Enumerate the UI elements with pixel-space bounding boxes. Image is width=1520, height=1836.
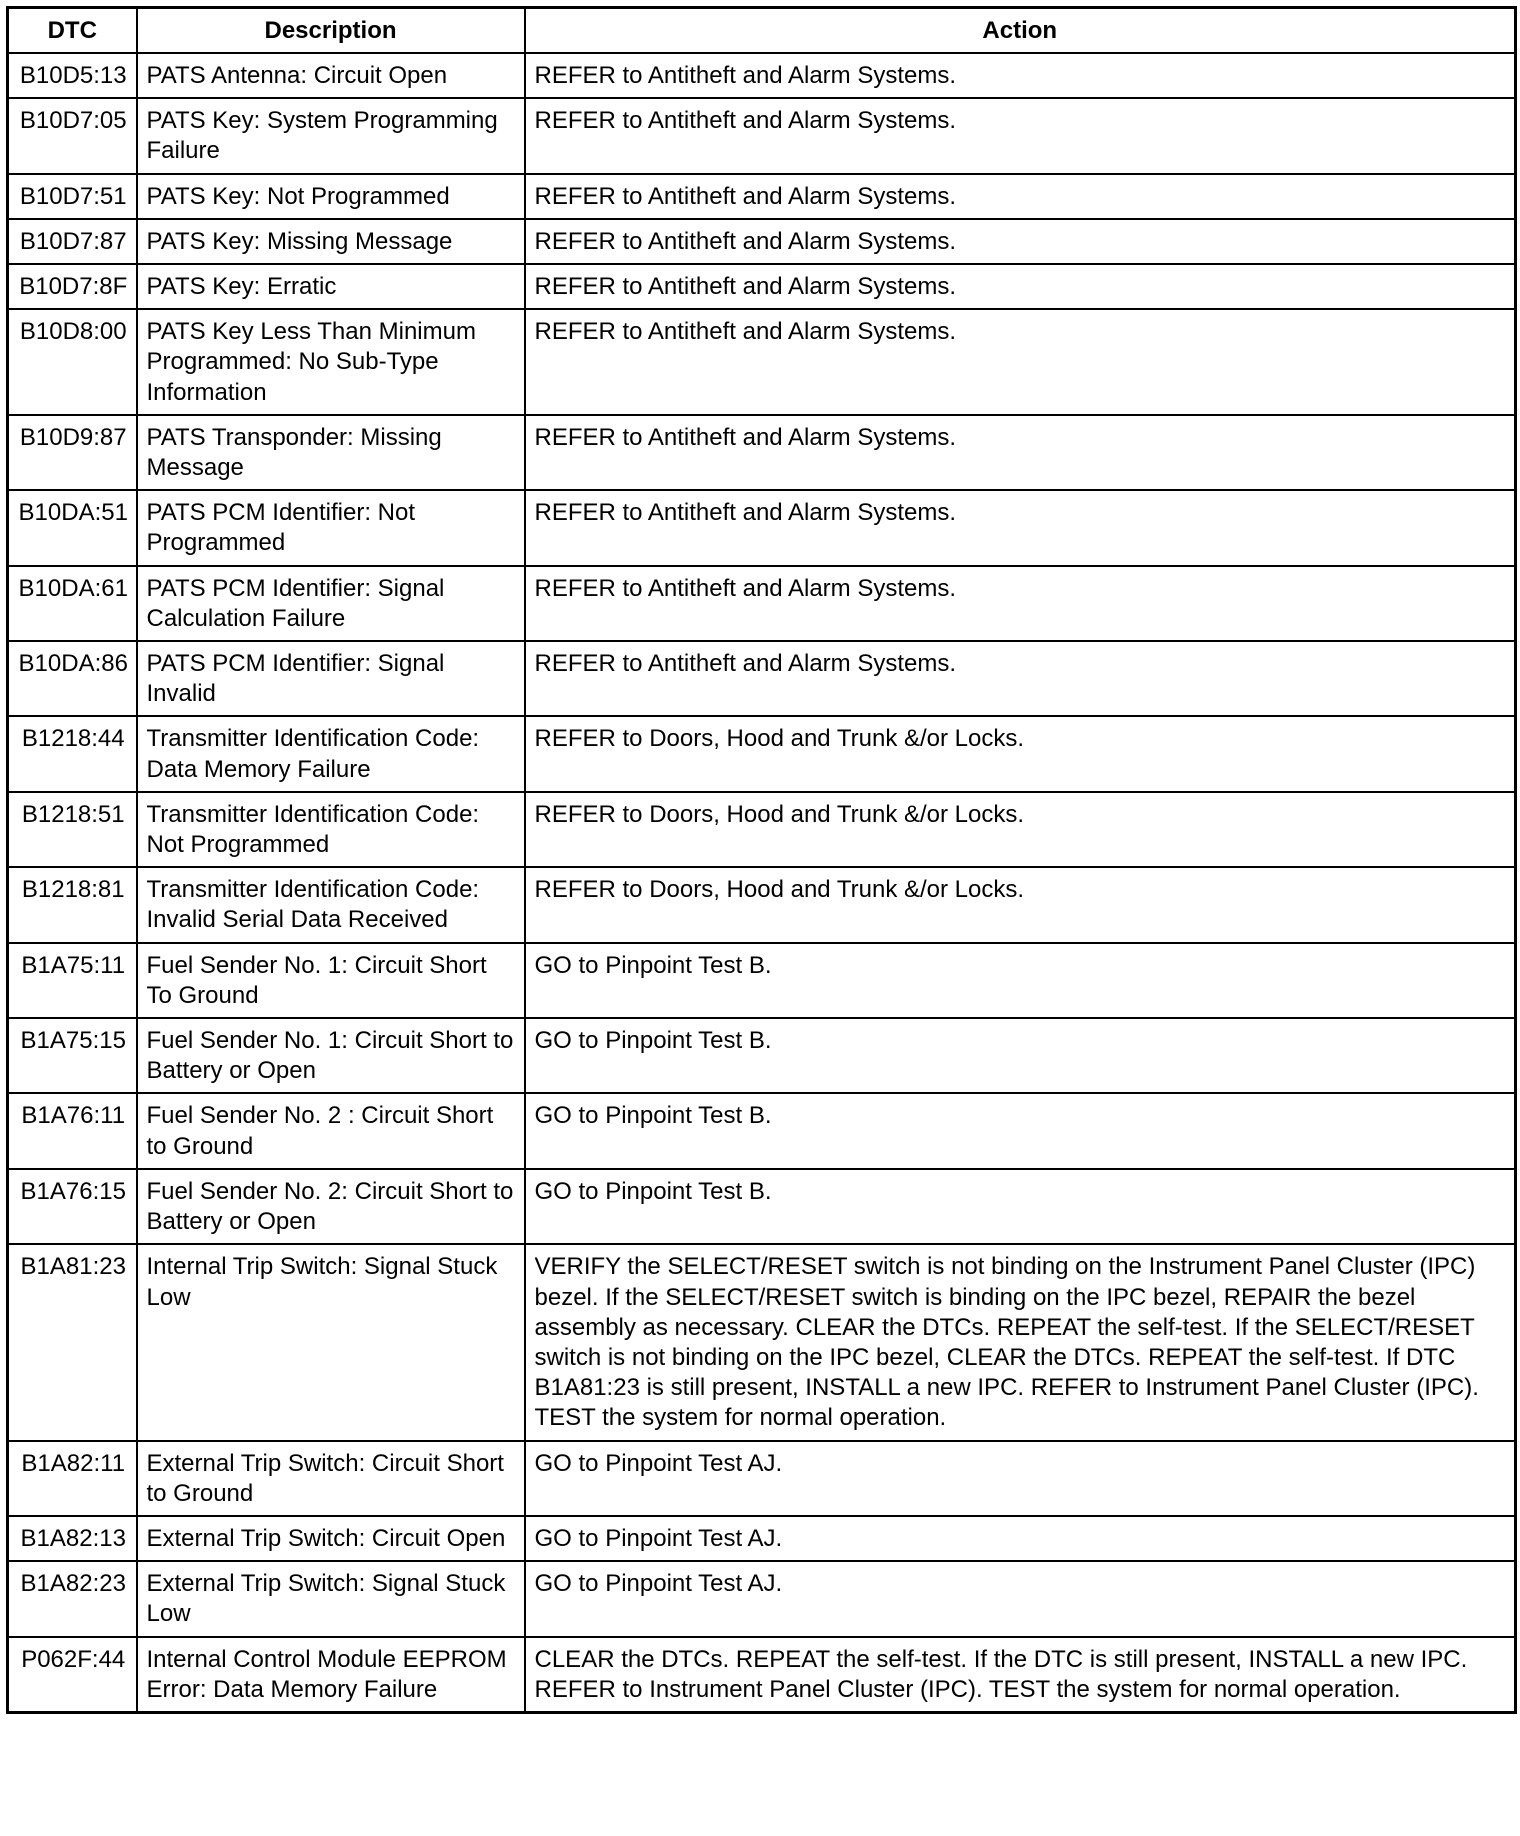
dtc-table — [6, 6, 1517, 1714]
action-cell: GO to Pinpoint Test AJ. — [525, 1561, 1516, 1636]
action-cell: GO to Pinpoint Test B. — [525, 1093, 1516, 1168]
action-cell: VERIFY the SELECT/RESET switch is not binding on the Instrument Panel Cluster (IPC) bezel. If the SELECT/RESET switch is binding on the IPC bezel, REPAIR the bezel assembly as necessary. CLEAR the DTCs. REPEAT the self-test. If the SELECT/RESET switch is not binding on the IPC bezel, CLEAR the DTCs. REPEAT the self-test. If DTC B1A81:23 is still present, INSTALL a new IPC. REFER to Instrument Panel Cluster (IPC). TEST the system for normal operation. — [525, 1244, 1516, 1440]
dtc-code-cell: B1A75:11 — [8, 943, 137, 1018]
description-cell: PATS PCM Identifier: Not Programmed — [137, 490, 525, 565]
dtc-code-cell: P062F:44 — [8, 1637, 137, 1713]
description-cell: Fuel Sender No. 2: Circuit Short to Battery or Open — [137, 1169, 525, 1244]
table-row — [8, 792, 1516, 867]
description-cell: External Trip Switch: Circuit Open — [137, 1516, 525, 1561]
table-row — [8, 415, 1516, 490]
description-cell: PATS Key: Erratic — [137, 264, 525, 309]
header-dtc: DTC — [8, 8, 137, 54]
description-cell: PATS Key: Missing Message — [137, 219, 525, 264]
action-cell: REFER to Doors, Hood and Trunk &/or Locks. — [525, 867, 1516, 942]
table-row — [8, 1169, 1516, 1244]
table-row — [8, 98, 1516, 173]
action-cell: REFER to Doors, Hood and Trunk &/or Locks. — [525, 792, 1516, 867]
table-row — [8, 1093, 1516, 1168]
action-cell: REFER to Antitheft and Alarm Systems. — [525, 566, 1516, 641]
action-cell: REFER to Antitheft and Alarm Systems. — [525, 309, 1516, 415]
description-cell: Fuel Sender No. 1: Circuit Short To Ground — [137, 943, 525, 1018]
table-row — [8, 1244, 1516, 1440]
action-cell: REFER to Antitheft and Alarm Systems. — [525, 490, 1516, 565]
action-cell: REFER to Doors, Hood and Trunk &/or Locks. — [525, 716, 1516, 791]
dtc-code-cell: B1A82:23 — [8, 1561, 137, 1636]
dtc-code-cell: B10D7:8F — [8, 264, 137, 309]
dtc-code-cell: B10D7:05 — [8, 98, 137, 173]
description-cell: External Trip Switch: Signal Stuck Low — [137, 1561, 525, 1636]
dtc-code-cell: B1A76:15 — [8, 1169, 137, 1244]
action-cell: REFER to Antitheft and Alarm Systems. — [525, 53, 1516, 98]
table-row — [8, 309, 1516, 415]
table-row — [8, 1561, 1516, 1636]
dtc-code-cell: B1A81:23 — [8, 1244, 137, 1440]
table-row — [8, 641, 1516, 716]
dtc-code-cell: B10D8:00 — [8, 309, 137, 415]
description-cell: Transmitter Identification Code: Invalid Serial Data Received — [137, 867, 525, 942]
action-cell: GO to Pinpoint Test B. — [525, 1018, 1516, 1093]
dtc-code-cell: B10D7:87 — [8, 219, 137, 264]
description-cell: PATS Transponder: Missing Message — [137, 415, 525, 490]
table-row — [8, 867, 1516, 942]
description-cell: PATS Antenna: Circuit Open — [137, 53, 525, 98]
table-row — [8, 53, 1516, 98]
action-cell: REFER to Antitheft and Alarm Systems. — [525, 641, 1516, 716]
dtc-code-cell: B10D9:87 — [8, 415, 137, 490]
table-row — [8, 1441, 1516, 1516]
dtc-code-cell: B10D7:51 — [8, 174, 137, 219]
action-cell: REFER to Antitheft and Alarm Systems. — [525, 264, 1516, 309]
table-row — [8, 490, 1516, 565]
description-cell: Internal Trip Switch: Signal Stuck Low — [137, 1244, 525, 1440]
description-cell: PATS Key: System Programming Failure — [137, 98, 525, 173]
table-row — [8, 1637, 1516, 1713]
description-cell: External Trip Switch: Circuit Short to Ground — [137, 1441, 525, 1516]
dtc-code-cell: B1A82:13 — [8, 1516, 137, 1561]
dtc-code-cell: B10DA:51 — [8, 490, 137, 565]
action-cell: REFER to Antitheft and Alarm Systems. — [525, 415, 1516, 490]
description-cell: PATS Key Less Than Minimum Programmed: No Sub-Type Information — [137, 309, 525, 415]
header-action: Action — [525, 8, 1516, 54]
dtc-code-cell: B1218:44 — [8, 716, 137, 791]
dtc-code-cell: B1A75:15 — [8, 1018, 137, 1093]
description-cell: Transmitter Identification Code: Not Programmed — [137, 792, 525, 867]
dtc-code-cell: B1218:51 — [8, 792, 137, 867]
dtc-code-cell: B1218:81 — [8, 867, 137, 942]
table-row — [8, 174, 1516, 219]
action-cell: GO to Pinpoint Test B. — [525, 1169, 1516, 1244]
description-cell: PATS PCM Identifier: Signal Invalid — [137, 641, 525, 716]
header-description: Description — [137, 8, 525, 54]
action-cell: GO to Pinpoint Test AJ. — [525, 1441, 1516, 1516]
dtc-code-cell: B10DA:86 — [8, 641, 137, 716]
table-row — [8, 943, 1516, 1018]
dtc-code-cell: B1A82:11 — [8, 1441, 137, 1516]
action-cell: CLEAR the DTCs. REPEAT the self-test. If the DTC is still present, INSTALL a new IPC. REFER to Instrument Panel Cluster (IPC). TEST the system for normal operation. — [525, 1637, 1516, 1713]
description-cell: Internal Control Module EEPROM Error: Data Memory Failure — [137, 1637, 525, 1713]
dtc-code-cell: B10DA:61 — [8, 566, 137, 641]
description-cell: Transmitter Identification Code: Data Memory Failure — [137, 716, 525, 791]
table-header — [8, 8, 1516, 54]
table-row — [8, 716, 1516, 791]
table-row — [8, 1018, 1516, 1093]
action-cell: REFER to Antitheft and Alarm Systems. — [525, 219, 1516, 264]
action-cell: REFER to Antitheft and Alarm Systems. — [525, 174, 1516, 219]
description-cell: Fuel Sender No. 2 : Circuit Short to Ground — [137, 1093, 525, 1168]
header-row — [8, 8, 1516, 54]
table-row — [8, 264, 1516, 309]
table-row — [8, 566, 1516, 641]
table-row — [8, 1516, 1516, 1561]
action-cell: GO to Pinpoint Test B. — [525, 943, 1516, 1018]
description-cell: Fuel Sender No. 1: Circuit Short to Battery or Open — [137, 1018, 525, 1093]
table-row — [8, 219, 1516, 264]
action-cell: REFER to Antitheft and Alarm Systems. — [525, 98, 1516, 173]
action-cell: GO to Pinpoint Test AJ. — [525, 1516, 1516, 1561]
table-body — [8, 53, 1516, 1712]
description-cell: PATS PCM Identifier: Signal Calculation Failure — [137, 566, 525, 641]
dtc-code-cell: B1A76:11 — [8, 1093, 137, 1168]
dtc-document — [6, 6, 1514, 1714]
description-cell: PATS Key: Not Programmed — [137, 174, 525, 219]
dtc-code-cell: B10D5:13 — [8, 53, 137, 98]
